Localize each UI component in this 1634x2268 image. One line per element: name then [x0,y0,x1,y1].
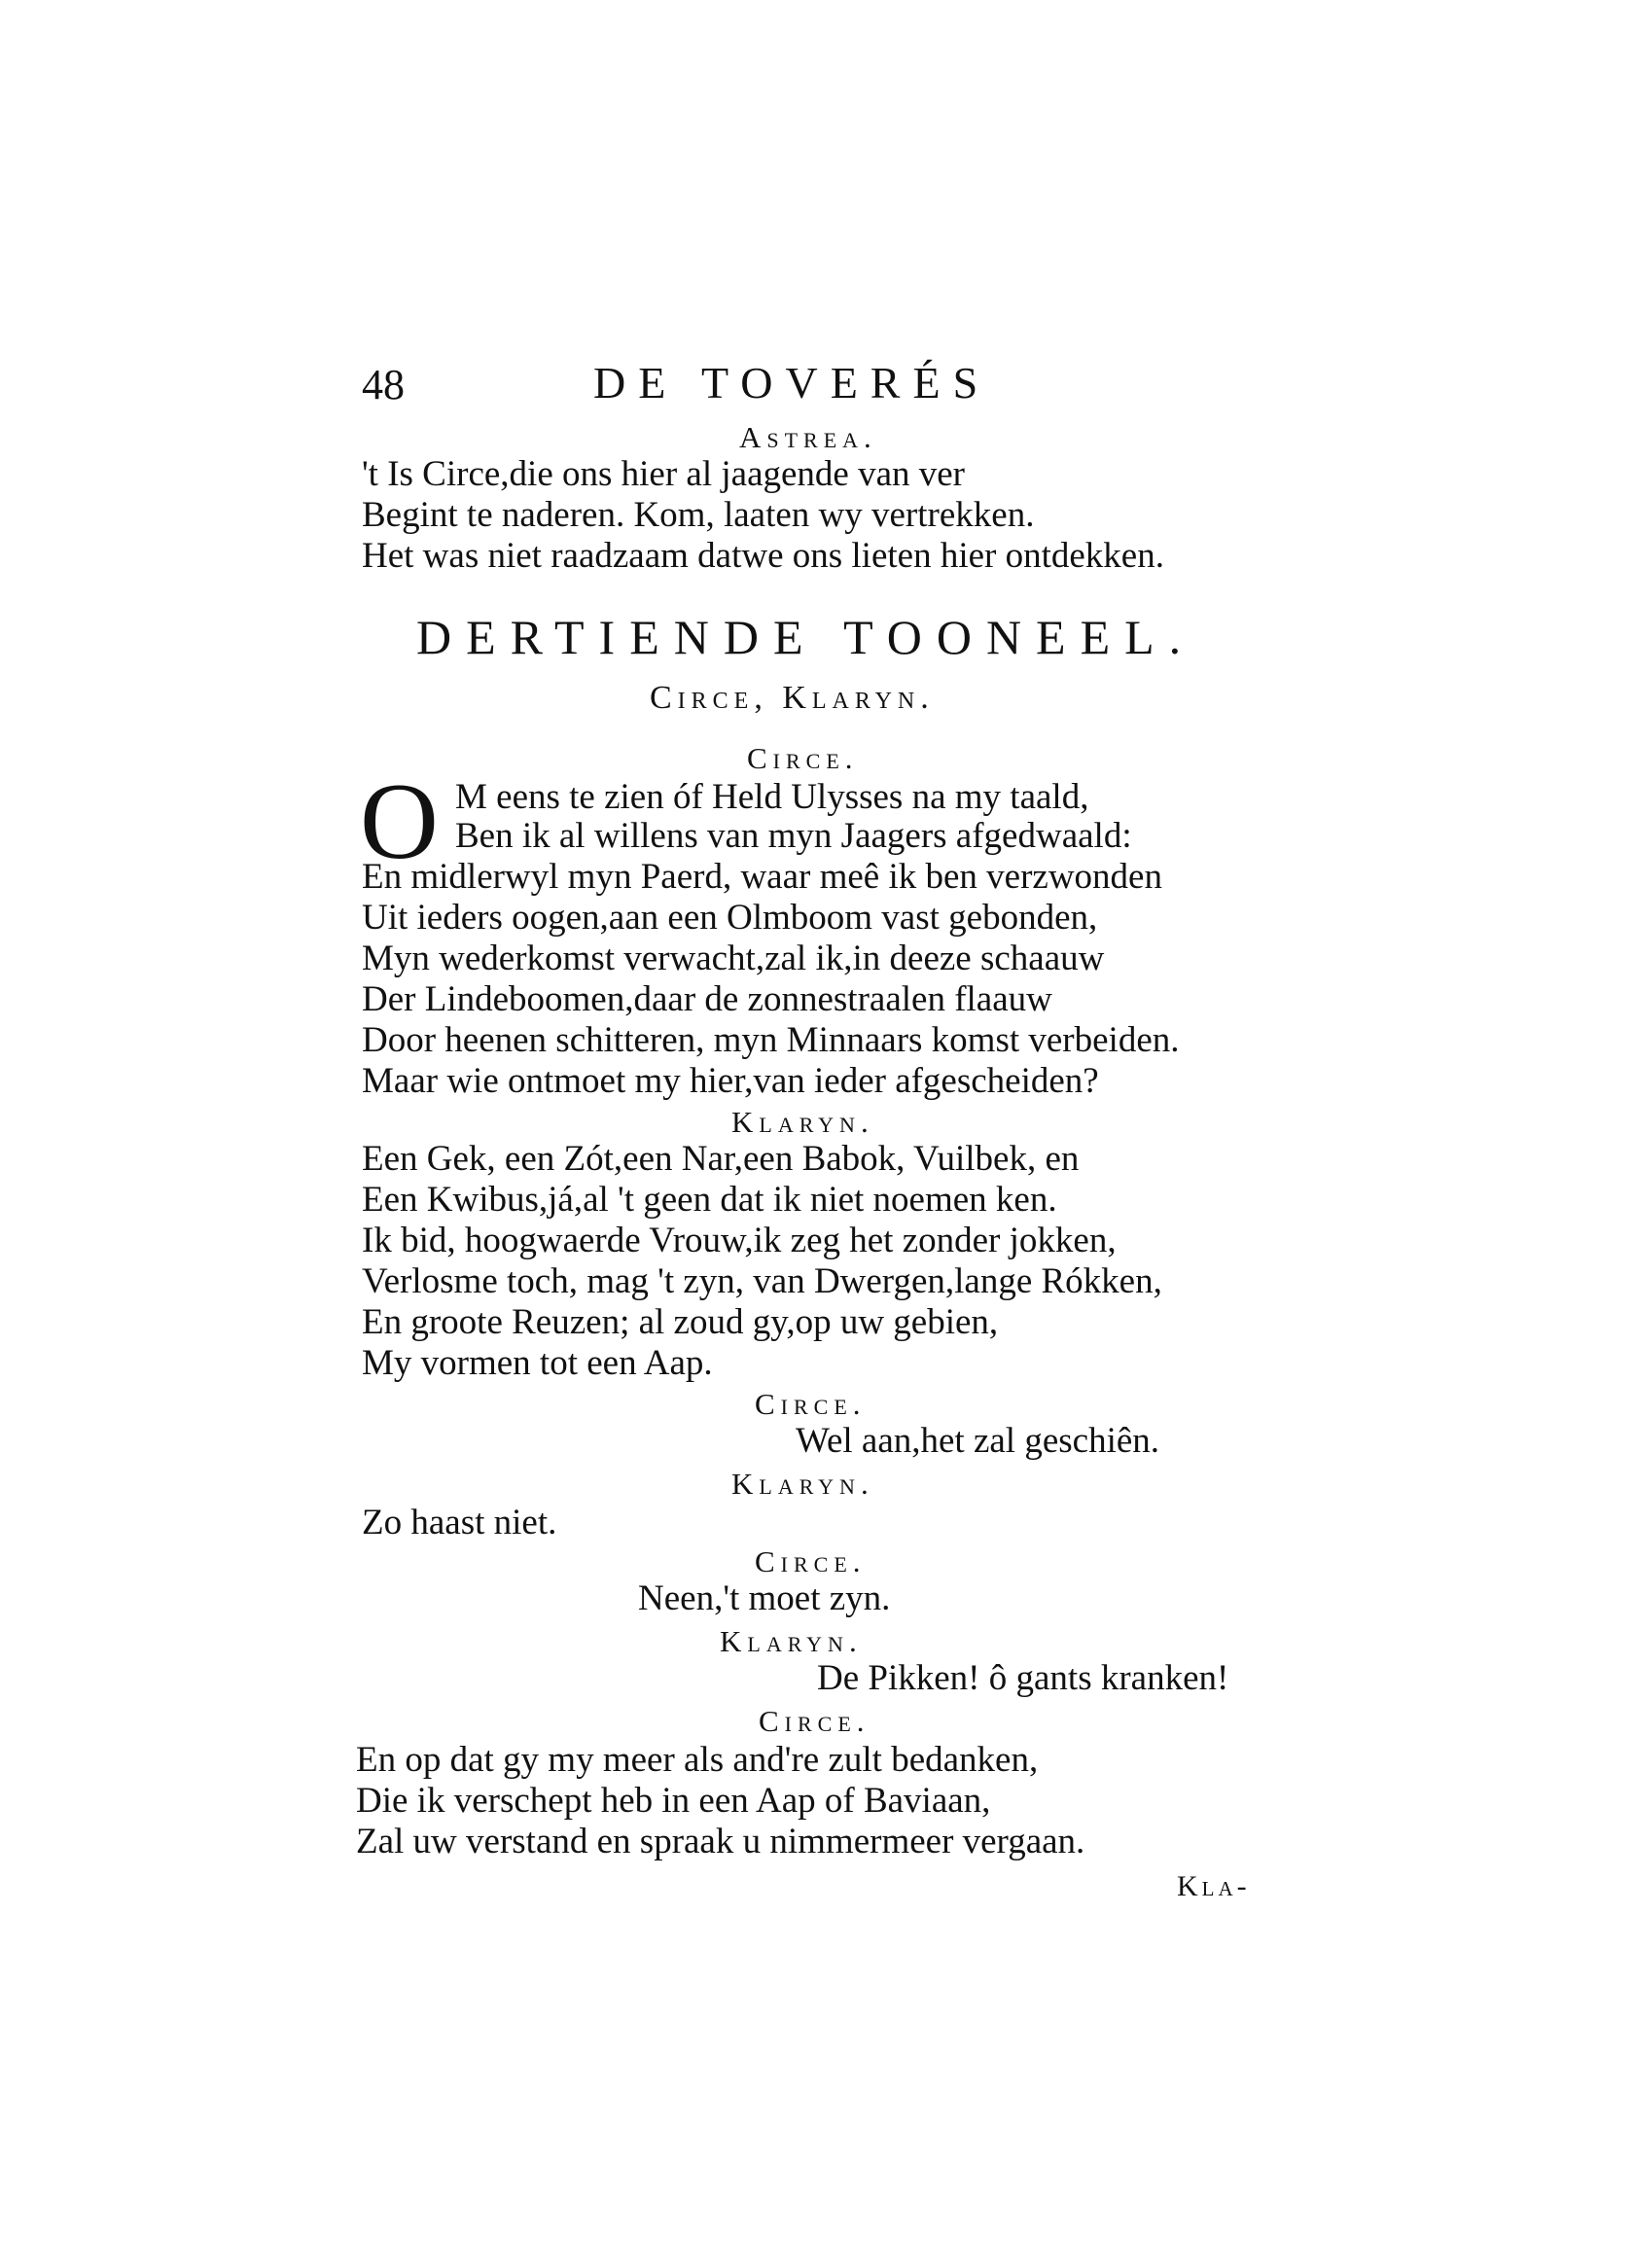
verse-line: En midlerwyl myn Paerd, waar meê ik ben verzwonden [362,857,1162,897]
speaker-name: Circe. [759,1704,870,1738]
verse-line: Uit ieders oogen,aan een Olmboom vast gebonden, [362,898,1098,938]
verse-line: Myn wederkomst verwacht,zal ik,in deeze schaauw [362,939,1105,978]
verse-line: Begint te naderen. Kom, laaten wy vertrekken. [362,495,1035,535]
verse-line: Zo haast niet. [362,1503,557,1542]
verse-line: My vormen tot een Aap. [362,1343,713,1383]
speaker-name: Circe. [755,1544,867,1578]
verse-line: Neen,'t moet zyn. [638,1578,891,1618]
catchword: Kla- [1177,1870,1251,1902]
verse-line: De Pikken! ô gants kranken! [817,1658,1229,1698]
verse-line: 't Is Circe,die ons hier al jaagende van ver [362,454,966,494]
verse-line: Een Kwibus,já,al 't geen dat ik niet noemen ken. [362,1180,1057,1220]
speaker-name: Circe. [755,1387,867,1421]
verse-line: Die ik verschept heb in een Aap of Baviaan, [356,1781,991,1821]
scene-heading: DERTIENDE TOONEEL. [416,610,1196,664]
verse-line: Wel aan,het zal geschiên. [796,1421,1160,1461]
verse-line: Ben ik al willens van myn Jaagers afgedwaald: [455,816,1132,856]
verse-line: Door heenen schitteren, myn Minnaars komst verbeiden. [362,1020,1180,1060]
drop-cap: O [360,762,439,882]
verse-line: Maar wie ontmoet my hier,van ieder afgescheiden? [362,1061,1099,1101]
verse-line: M eens te zien óf Held Ulysses na my taald, [455,777,1089,817]
speaker-name: Klaryn. [731,1105,874,1139]
verse-line: Der Lindeboomen,daar de zonnestraalen flaauw [362,979,1052,1019]
verse-line: Het was niet raadzaam datwe ons lieten hier ontdekken. [362,536,1164,576]
verse-line: Een Gek, een Zót,een Nar,een Babok, Vuilbek, en [362,1139,1080,1179]
speaker-name: Klaryn. [720,1624,863,1658]
speaker-name: Circe. [747,741,859,775]
verse-line: En op dat gy my meer als and're zult bedanken, [356,1740,1039,1780]
verse-line: En groote Reuzen; al zoud gy,op uw gebien, [362,1302,999,1342]
running-title: DE TOVERÉS [593,358,991,408]
speaker-name: Astrea. [739,420,877,454]
scene-cast: Circe, Klaryn. [650,680,935,716]
verse-line: Ik bid, hoogwaerde Vrouw,ik zeg het zonder jokken, [362,1221,1117,1260]
verse-line: Verlosme toch, mag 't zyn, van Dwergen,lange Rókken, [362,1261,1162,1301]
page-number: 48 [362,361,405,408]
speaker-name: Klaryn. [731,1467,874,1501]
verse-line: Zal uw verstand en spraak u nimmermeer vergaan. [356,1822,1085,1861]
